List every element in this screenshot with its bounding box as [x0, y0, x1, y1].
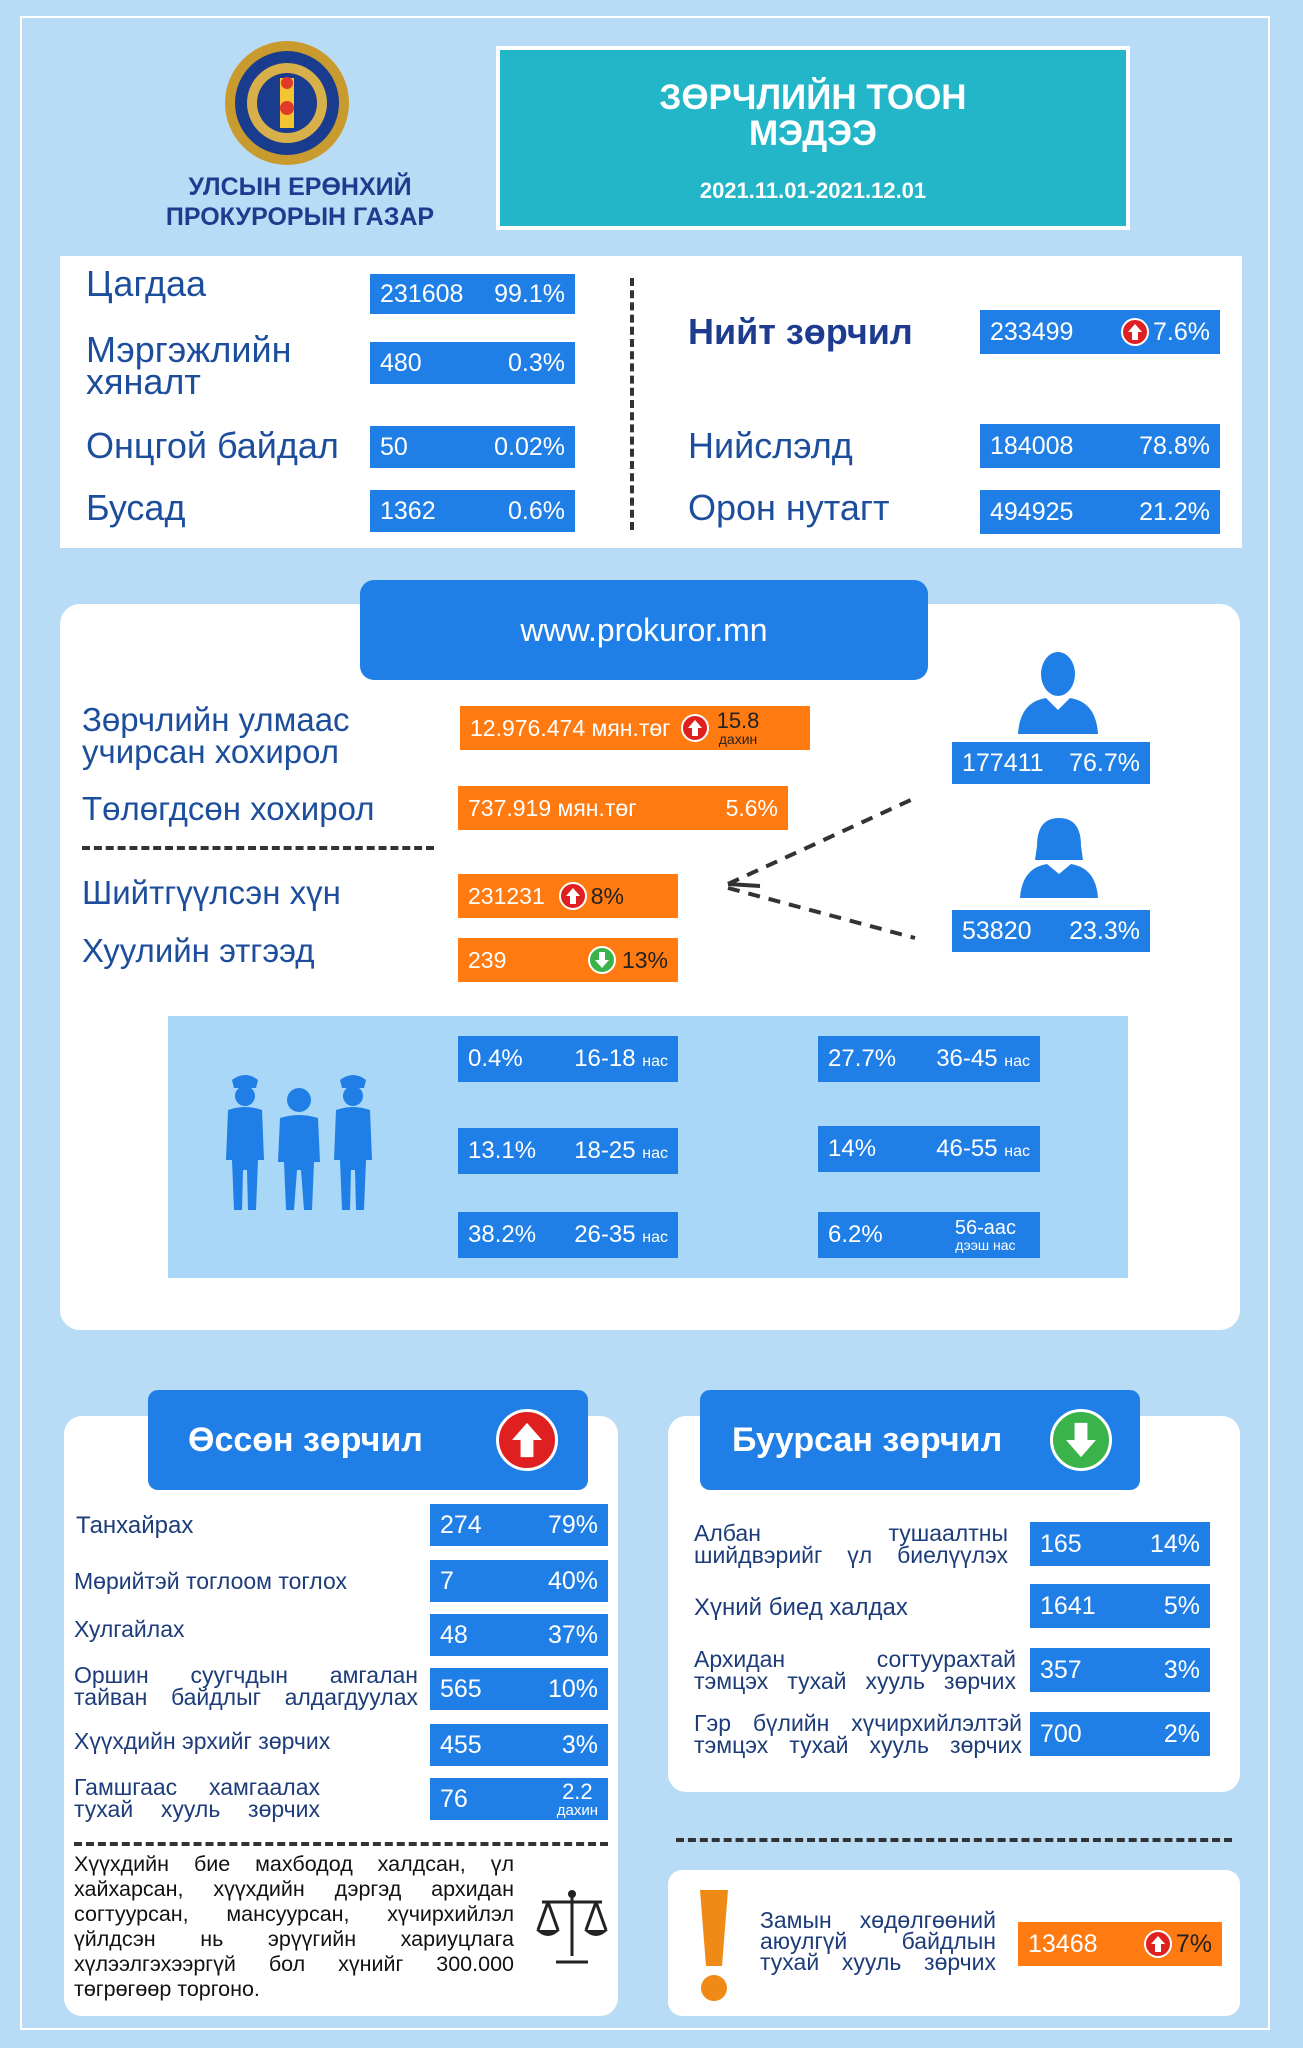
divider-note [74, 1842, 608, 1846]
source-label-police: Цагдаа [86, 263, 207, 304]
increased-label-0: Танхайрах [76, 1512, 194, 1539]
source-bar-police: 231608 99.1% [370, 274, 575, 314]
increased-bar-3: 565 10% [430, 1668, 608, 1710]
arrow-up-icon [681, 714, 709, 742]
emblem [222, 38, 352, 168]
age-bar-46-55: 14% 46-55 нас [818, 1126, 1040, 1172]
divider-damage [82, 846, 434, 850]
decreased-label-3: Гэр бүлийн хүчирхийлэлтэй тэмцэх тухай хууль зөрчих [694, 1710, 1022, 1758]
arrow-up-icon [1144, 1930, 1172, 1958]
punished-label: Шийтгүүлсэн хүн [82, 874, 341, 911]
paid-damage-bar: 737.919 мян.төг 5.6% [458, 786, 788, 830]
org-name: УЛСЫН ЕРӨНХИЙ ПРОКУРОРЫН ГАЗАР [165, 173, 435, 231]
increased-label-3: Оршин суугчдын амгалан тайван байдлыг алдагдуулах [74, 1662, 418, 1710]
decreased-bar-0: 165 14% [1030, 1522, 1210, 1566]
age-bar-18-25: 13.1% 18-25 нас [458, 1128, 678, 1174]
title-line2: МЭДЭЭ [749, 114, 877, 153]
increased-label-1: Мөрийтэй тоглоом тоглох [74, 1568, 348, 1594]
decreased-bar-1: 1641 5% [1030, 1584, 1210, 1628]
traffic-bar: 13468 7% [1018, 1922, 1222, 1966]
age-bar-16-18: 0.4% 16-18 нас [458, 1036, 678, 1082]
total-bar: 233499 7.6% [980, 310, 1220, 354]
source-bar-inspection: 480 0.3% [370, 342, 575, 384]
penalty-note: Хүүхдийн бие махбодод халдсан, үл хайхарсан, хүүхдийн дэргэд архидан согтуурсан, мансуурсан, хүчирхийлэл үйлдсэн нь эрүүгийн хариуцлага хүлээлгэхээргүй бол хүнийг 300.000 төгрөгөөр торгоно. [74, 1852, 514, 2001]
increased-bar-5: 76 2.2 дахин [430, 1778, 608, 1820]
date-range: 2021.11.01-2021.12.01 [699, 178, 927, 203]
increased-label-5: Гамшгаас хамгаалах тухай хууль зөрчих [74, 1774, 320, 1822]
arrow-up-icon [496, 1409, 558, 1471]
local-label: Орон нутагт [688, 487, 890, 528]
source-label-other: Бусад [86, 487, 186, 528]
increased-label-2: Хулгайлах [74, 1616, 185, 1642]
arrow-down-icon [1050, 1409, 1112, 1471]
male-bar: 177411 76.7% [952, 742, 1150, 784]
arrow-up-icon [559, 882, 587, 910]
source-label-inspection: Мэргэжлийн хяналт [86, 329, 292, 402]
total-label: Нийт зөрчил [688, 311, 913, 352]
decreased-bar-3: 700 2% [1030, 1712, 1210, 1756]
increased-label-4: Хүүхдийн эрхийг зөрчих [74, 1728, 331, 1754]
source-bar-emergency: 50 0.02% [370, 426, 575, 468]
paid-damage-label: Төлөгдсөн хохирол [82, 790, 375, 827]
age-bar-26-35: 38.2% 26-35 нас [458, 1212, 678, 1258]
capital-label: Нийслэлд [688, 425, 853, 466]
age-bar-56-plus: 6.2% 56-аас дээш нас [818, 1212, 1040, 1258]
increased-bar-0: 274 79% [430, 1504, 608, 1546]
title-line1: ЗӨРЧЛИЙН ТООН [659, 78, 967, 117]
legal-entity-label: Хуулийн этгээд [82, 932, 315, 969]
decreased-header: Буурсан зөрчил [700, 1390, 1140, 1490]
source-bar-other: 1362 0.6% [370, 490, 575, 532]
divider-traffic [676, 1838, 1232, 1842]
stats-divider [630, 278, 634, 530]
arrow-up-icon [1121, 318, 1149, 346]
decreased-label-2: Архидан согтуурахтай тэмцэх тухай хууль зөрчих [694, 1646, 1016, 1694]
increased-bar-1: 7 40% [430, 1560, 608, 1602]
damage-label: Зөрчлийн улмаас учирсан хохирол [82, 701, 350, 770]
increased-bar-2: 48 37% [430, 1614, 608, 1656]
male-person-icon [1018, 650, 1098, 739]
decreased-label-0: Албан тушаалтны шийдвэрийг үл биелүүлэх [694, 1520, 1008, 1568]
female-bar: 53820 23.3% [952, 910, 1150, 952]
exclamation-icon [694, 1886, 734, 2009]
scales-icon [534, 1886, 610, 1971]
website-link[interactable]: www.prokuror.mn [360, 580, 928, 680]
decreased-bar-2: 357 3% [1030, 1648, 1210, 1692]
arrow-down-icon [588, 946, 616, 974]
police-arrest-icon [220, 1070, 378, 1215]
age-bar-36-45: 27.7% 36-45 нас [818, 1036, 1040, 1082]
punished-bar: 231231 8% [458, 874, 678, 918]
increased-header: Өссөн зөрчил [148, 1390, 588, 1490]
legal-entity-bar: 239 13% [458, 938, 678, 982]
source-label-emergency: Онцгой байдал [86, 425, 339, 466]
decreased-label-1: Хүний биед халдах [694, 1594, 908, 1621]
female-person-icon [1020, 816, 1098, 903]
increased-bar-4: 455 3% [430, 1724, 608, 1766]
title-box [496, 46, 1130, 230]
capital-bar: 184008 78.8% [980, 424, 1220, 468]
damage-bar: 12.976.474 мян.төг 15.8 дахин [460, 706, 810, 750]
local-bar: 494925 21.2% [980, 490, 1220, 534]
traffic-label: Замын хөдөлгөөний аюулгүй байдлын тухай хууль зөрчих [760, 1907, 996, 1975]
gender-connector [720, 796, 920, 946]
